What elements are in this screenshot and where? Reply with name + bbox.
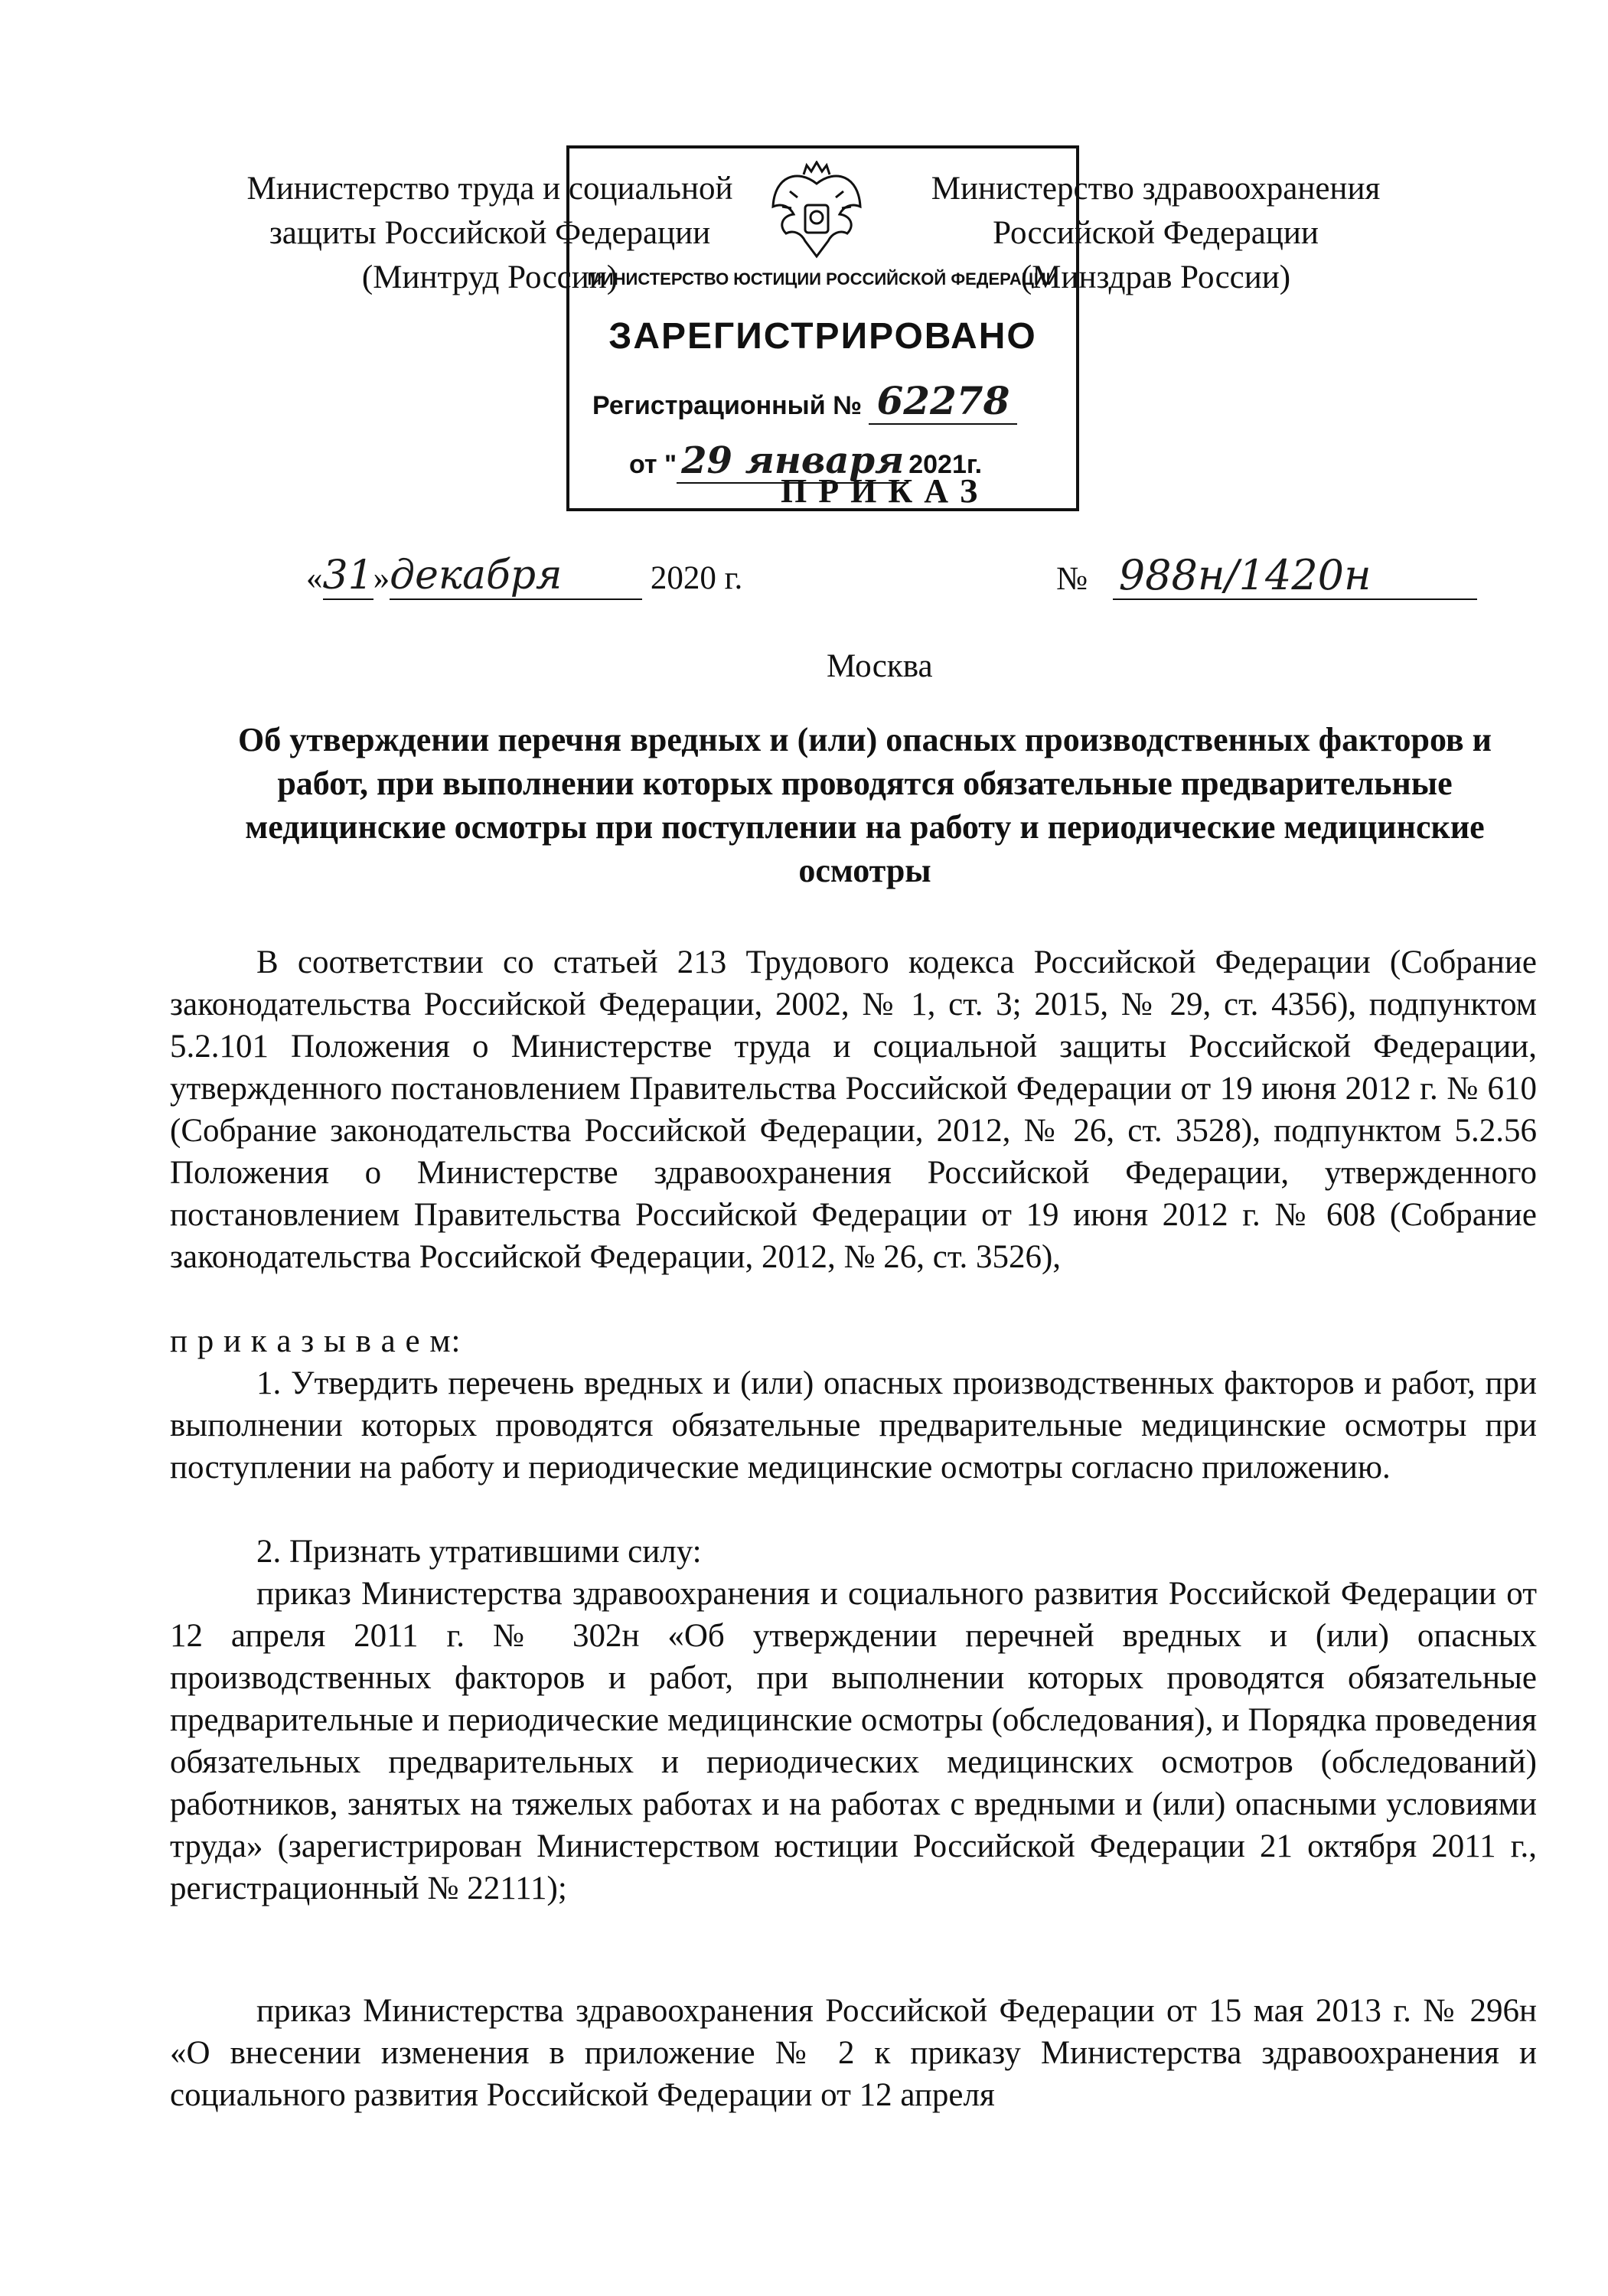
right-org-line-1: Министерство здравоохранения bbox=[931, 171, 1381, 207]
date-line bbox=[306, 553, 742, 602]
date-year: 2020 г. bbox=[650, 560, 743, 596]
order-word: п р и к а з ы в а е м: bbox=[170, 1323, 462, 1359]
city: Москва bbox=[827, 648, 933, 684]
number-label: № bbox=[1056, 561, 1088, 597]
date-month: декабря bbox=[390, 553, 642, 600]
stamp-registration bbox=[592, 378, 1017, 425]
stamp-date-prefix: от " bbox=[629, 450, 677, 479]
stamp-date-year: 2021 bbox=[908, 450, 967, 479]
stamp-date-suffix: г. bbox=[966, 450, 983, 479]
date-close-quote: » bbox=[373, 560, 390, 596]
repealed-order-296n: приказ Министерства здравоохранения Российской Федерации от 15 мая 2013 г. № 296н «О внесении изменения в приложение № 2 к приказу Министерства здравоохранения и социального развития Российской Федерации от 12 апреля bbox=[170, 1993, 1537, 2113]
clause-1: 1. Утвердить перечень вредных и (или) опасных производственных факторов и работ, при выполнении которых проводятся обязательные предварительные медицинские осмотры при поступлении на работу и периодические медицинские осмотры согласно приложению. bbox=[170, 1365, 1537, 1486]
stamp-date-value: 29 января bbox=[677, 439, 908, 484]
left-org-line-2: защиты Российской Федерации bbox=[269, 215, 711, 251]
repealed-order-302n: приказ Министерства здравоохранения и социального развития Российской Федерации от 12 апреля 2011 г. № 302н «Об утверждении перечней вредных и (или) опасных производственных факторов и работ, при выполнении которых проводятся обязательные предварительные и периодические медицинские осмотры (обследования), и Порядка проведения обязательных предварительных и периодических медицинских осмотров (обследований) работников, занятых на тяжелых работах и на работах с вредными и (или) опасными условиями труда» (зарегистрирован Министерством юстиции Российской Федерации 21 октября 2011 г., регистрационный № 22111); bbox=[170, 1576, 1537, 1906]
order-number: 988н/1420н bbox=[1113, 553, 1477, 600]
left-org-line-3: (Минтруд России) bbox=[361, 259, 618, 295]
date-open-quote: « bbox=[306, 560, 323, 596]
preamble-paragraph: В соответствии со статьей 213 Трудового кодекса Российской Федерации (Собрание законодательства Российской Федерации, 2002, № 1, ст. 3; 2015, № 29, ст. 4356), подпунктом 5.2.101 Положения о Министерстве труда и социальной защиты Российской Федерации, утвержденного постановлением Правительства Российской Федерации от 19 июня 2012 г. № 610 (Собрание законодательства Российской Федерации, 2012, № 26, ст. 3528), подпунктом 5.2.56 Положения о Министерстве здравоохранения Российской Федерации, утвержденного постановлением Правительства Российской Федерации от 19 июня 2012 г. № 608 (Собрание законодательства Российской Федерации, 2012, № 26, ст. 3526), bbox=[170, 944, 1537, 1275]
right-org-line-2: Российской Федерации bbox=[993, 215, 1319, 251]
registration-stamp bbox=[566, 145, 1079, 511]
stamp-ministry: МИНИСТЕРСТВО ЮСТИЦИИ РОССИЙСКОЙ ФЕДЕРАЦИИ bbox=[587, 269, 1058, 289]
left-org-line-1: Министерство труда и социальной bbox=[246, 171, 733, 207]
date-day: 31 bbox=[322, 553, 373, 598]
stamp-reg-number: 62278 bbox=[869, 378, 1017, 425]
number-line bbox=[1056, 553, 1477, 602]
document-title: Об утверждении перечня вредных и (или) опасных производственных факторов и работ, при выполнении которых проводятся обязательные предварительные медицинские осмотры при поступлении на работу и периодические медицинские осмотры bbox=[238, 721, 1492, 889]
stamp-status: ЗАРЕГИСТРИРОВАНО bbox=[608, 316, 1037, 357]
right-org-line-3: (Минздрав России) bbox=[1020, 259, 1291, 295]
clause-2: 2. Признать утратившими силу: bbox=[256, 1534, 702, 1570]
stamp-reg-label: Регистрационный № bbox=[592, 391, 862, 420]
document-type: П Р И К А З bbox=[781, 472, 980, 510]
